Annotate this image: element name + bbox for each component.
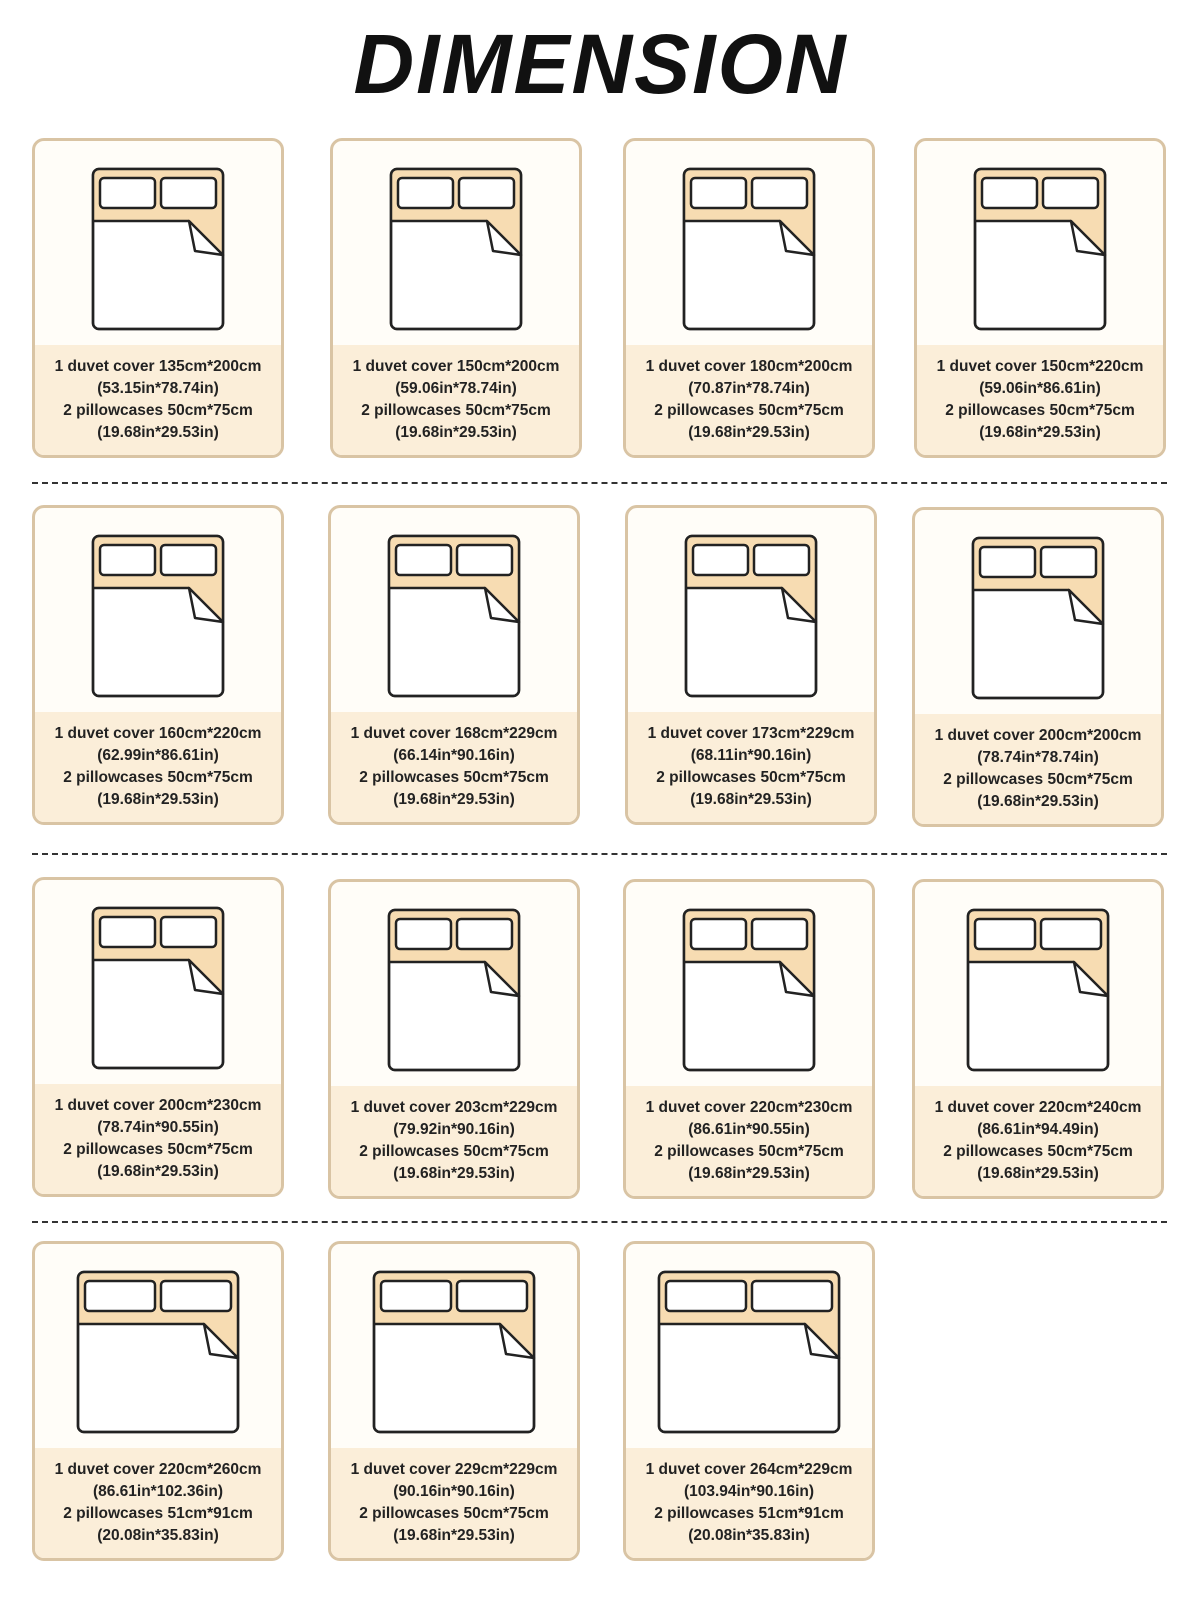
caption-pillow: 2 pillowcases 50cm*75cm (63, 1141, 253, 1158)
caption-pillow: 2 pillowcases 50cm*75cm (359, 769, 549, 786)
bed-diagram-icon (626, 1244, 872, 1444)
bed-diagram-icon (333, 141, 579, 341)
row-divider (32, 853, 1167, 855)
caption-cover-in: (59.06in*78.74in) (395, 380, 517, 397)
caption-pillow-in: (19.68in*29.53in) (688, 1165, 810, 1182)
bed-diagram-icon (628, 508, 874, 708)
caption-cover: 1 duvet cover 220cm*230cm (645, 1099, 853, 1116)
size-card (328, 879, 580, 1199)
caption-pillow-in: (19.68in*29.53in) (97, 1163, 219, 1180)
size-caption (626, 1448, 872, 1558)
size-caption (333, 345, 579, 455)
caption-cover: 1 duvet cover 173cm*229cm (647, 725, 855, 742)
caption-cover-in: (53.15in*78.74in) (97, 380, 219, 397)
caption-cover: 1 duvet cover 200cm*230cm (54, 1097, 262, 1114)
size-card (623, 879, 875, 1199)
bed-diagram-icon (331, 882, 577, 1082)
caption-cover-in: (78.74in*90.55in) (97, 1119, 219, 1136)
caption-cover-in: (68.11in*90.16in) (690, 747, 812, 764)
size-card (912, 507, 1164, 827)
caption-cover-in: (90.16in*90.16in) (393, 1483, 515, 1500)
bed-diagram-icon (35, 880, 281, 1080)
size-card (625, 505, 877, 825)
caption-pillow: 2 pillowcases 50cm*75cm (656, 769, 846, 786)
size-caption (331, 1086, 577, 1196)
caption-pillow-in: (19.68in*29.53in) (97, 791, 219, 808)
bed-diagram-icon (35, 141, 281, 341)
caption-cover: 1 duvet cover 229cm*229cm (350, 1461, 558, 1478)
size-card (32, 138, 284, 458)
caption-pillow-in: (19.68in*29.53in) (393, 791, 515, 808)
size-caption (626, 1086, 872, 1196)
size-caption (915, 1086, 1161, 1196)
caption-pillow-in: (19.68in*29.53in) (395, 424, 517, 441)
size-card (32, 877, 284, 1197)
size-caption (917, 345, 1163, 455)
bed-diagram-icon (626, 141, 872, 341)
caption-pillow-in: (20.08in*35.83in) (97, 1527, 219, 1544)
caption-cover: 1 duvet cover 180cm*200cm (645, 358, 853, 375)
size-card (914, 138, 1166, 458)
caption-pillow-in: (19.68in*29.53in) (393, 1527, 515, 1544)
caption-pillow: 2 pillowcases 50cm*75cm (943, 1143, 1133, 1160)
caption-cover: 1 duvet cover 220cm*240cm (934, 1099, 1142, 1116)
caption-cover: 1 duvet cover 168cm*229cm (350, 725, 558, 742)
size-card (328, 505, 580, 825)
size-caption (35, 1084, 281, 1194)
caption-pillow: 2 pillowcases 50cm*75cm (63, 402, 253, 419)
caption-cover: 1 duvet cover 160cm*220cm (54, 725, 262, 742)
size-card (32, 1241, 284, 1561)
caption-pillow: 2 pillowcases 50cm*75cm (359, 1143, 549, 1160)
caption-cover-in: (79.92in*90.16in) (393, 1121, 515, 1138)
size-card (32, 505, 284, 825)
caption-cover-in: (86.61in*102.36in) (92, 1483, 224, 1500)
size-caption (35, 1448, 281, 1558)
caption-cover-in: (62.99in*86.61in) (97, 747, 219, 764)
caption-cover: 1 duvet cover 150cm*200cm (352, 358, 560, 375)
bed-diagram-icon (626, 882, 872, 1082)
caption-pillow-in: (19.68in*29.53in) (393, 1165, 515, 1182)
caption-cover: 1 duvet cover 203cm*229cm (350, 1099, 558, 1116)
caption-pillow-in: (19.68in*29.53in) (688, 424, 810, 441)
caption-cover-in: (70.87in*78.74in) (688, 380, 810, 397)
caption-pillow: 2 pillowcases 50cm*75cm (654, 1143, 844, 1160)
caption-pillow-in: (19.68in*29.53in) (97, 424, 219, 441)
size-card (330, 138, 582, 458)
caption-cover: 1 duvet cover 200cm*200cm (934, 727, 1142, 744)
caption-pillow: 2 pillowcases 51cm*91cm (654, 1505, 844, 1522)
bed-diagram-icon (915, 882, 1161, 1082)
bed-diagram-icon (35, 1244, 281, 1444)
bed-diagram-icon (331, 1244, 577, 1444)
caption-cover-in: (86.61in*90.55in) (688, 1121, 810, 1138)
caption-cover: 1 duvet cover 220cm*260cm (54, 1461, 262, 1478)
caption-pillow: 2 pillowcases 50cm*75cm (361, 402, 551, 419)
size-caption (915, 714, 1161, 824)
row-divider (32, 482, 1167, 484)
caption-pillow-in: (19.68in*29.53in) (977, 793, 1099, 810)
size-card (623, 1241, 875, 1561)
bed-diagram-icon (35, 508, 281, 708)
bed-diagram-icon (915, 510, 1161, 710)
size-caption (628, 712, 874, 822)
bed-diagram-icon (917, 141, 1163, 341)
caption-pillow: 2 pillowcases 50cm*75cm (943, 771, 1133, 788)
row-divider (32, 1221, 1167, 1223)
caption-pillow: 2 pillowcases 50cm*75cm (359, 1505, 549, 1522)
caption-pillow-in: (19.68in*29.53in) (979, 424, 1101, 441)
size-card (623, 138, 875, 458)
caption-pillow-in: (19.68in*29.53in) (690, 791, 812, 808)
caption-cover-in: (59.06in*86.61in) (979, 380, 1101, 397)
caption-pillow: 2 pillowcases 51cm*91cm (63, 1505, 253, 1522)
size-card (328, 1241, 580, 1561)
caption-cover-in: (86.61in*94.49in) (977, 1121, 1099, 1138)
page-title: DIMENSION (353, 17, 848, 111)
size-caption (35, 712, 281, 822)
size-caption (331, 712, 577, 822)
bed-diagram-icon (331, 508, 577, 708)
caption-pillow-in: (20.08in*35.83in) (688, 1527, 810, 1544)
caption-cover-in: (66.14in*90.16in) (393, 747, 515, 764)
caption-pillow-in: (19.68in*29.53in) (977, 1165, 1099, 1182)
caption-cover: 1 duvet cover 150cm*220cm (936, 358, 1144, 375)
caption-cover-in: (103.94in*90.16in) (683, 1483, 815, 1500)
caption-pillow: 2 pillowcases 50cm*75cm (945, 402, 1135, 419)
caption-cover-in: (78.74in*78.74in) (977, 749, 1099, 766)
size-caption (626, 345, 872, 455)
caption-cover: 1 duvet cover 264cm*229cm (645, 1461, 853, 1478)
caption-cover: 1 duvet cover 135cm*200cm (54, 358, 262, 375)
size-caption (35, 345, 281, 455)
caption-pillow: 2 pillowcases 50cm*75cm (654, 402, 844, 419)
size-caption (331, 1448, 577, 1558)
caption-pillow: 2 pillowcases 50cm*75cm (63, 769, 253, 786)
size-card (912, 879, 1164, 1199)
